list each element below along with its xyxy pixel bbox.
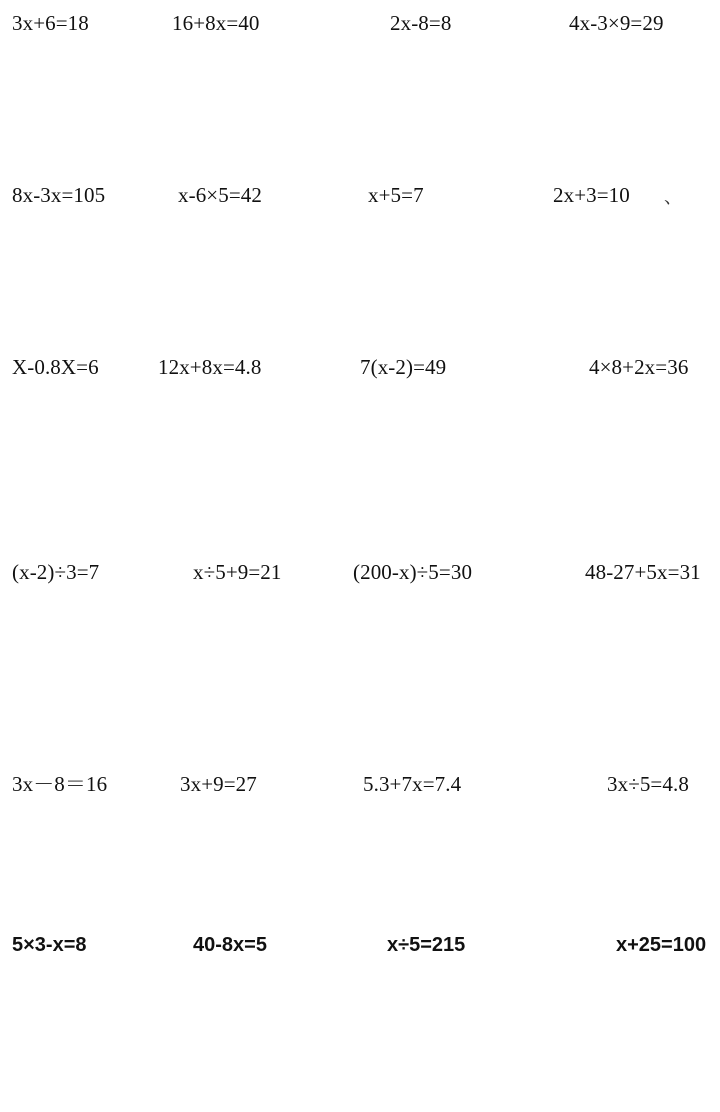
- equation-r5-c4: 3x÷5=4.8: [607, 772, 689, 796]
- equation-r2-c4: 2x+3=10: [553, 183, 630, 207]
- equation-r4-c4: 48-27+5x=31: [585, 560, 701, 584]
- equation-r4-c2: x÷5+9=21: [193, 560, 282, 584]
- equation-r1-c4: 4x-3×9=29: [569, 11, 664, 35]
- equation-r4-c1: (x-2)÷3=7: [12, 560, 100, 584]
- equation-r1-c2: 16+8x=40: [172, 11, 260, 35]
- equation-r3-c3: 7(x-2)=49: [360, 355, 447, 379]
- equation-r1-c1: 3x+6=18: [12, 11, 89, 35]
- equation-r2-c1: 8x-3x=105: [12, 183, 106, 207]
- equation-r6-c2: 40-8x=5: [193, 934, 267, 956]
- equation-r5-c1: 3x－8＝16: [12, 772, 108, 796]
- equation-r2-c2: x-6×5=42: [178, 183, 262, 207]
- equation-r6-c3: x÷5=215: [387, 934, 466, 956]
- equation-r6-c4: x+25=100: [616, 934, 707, 956]
- equation-r3-c1: X-0.8X=6: [12, 355, 99, 379]
- stray-comma-mark: 、: [664, 187, 682, 207]
- equation-r4-c3: (200-x)÷5=30: [353, 560, 473, 584]
- equation-r1-c3: 2x-8=8: [390, 11, 452, 35]
- equation-r2-c3: x+5=7: [368, 183, 424, 207]
- equation-r6-c1: 5×3-x=8: [12, 934, 87, 956]
- equation-r5-c2: 3x+9=27: [180, 772, 257, 796]
- equation-r5-c3: 5.3+7x=7.4: [363, 772, 462, 796]
- equation-r3-c4: 4×8+2x=36: [589, 355, 689, 379]
- equation-r3-c2: 12x+8x=4.8: [158, 355, 262, 379]
